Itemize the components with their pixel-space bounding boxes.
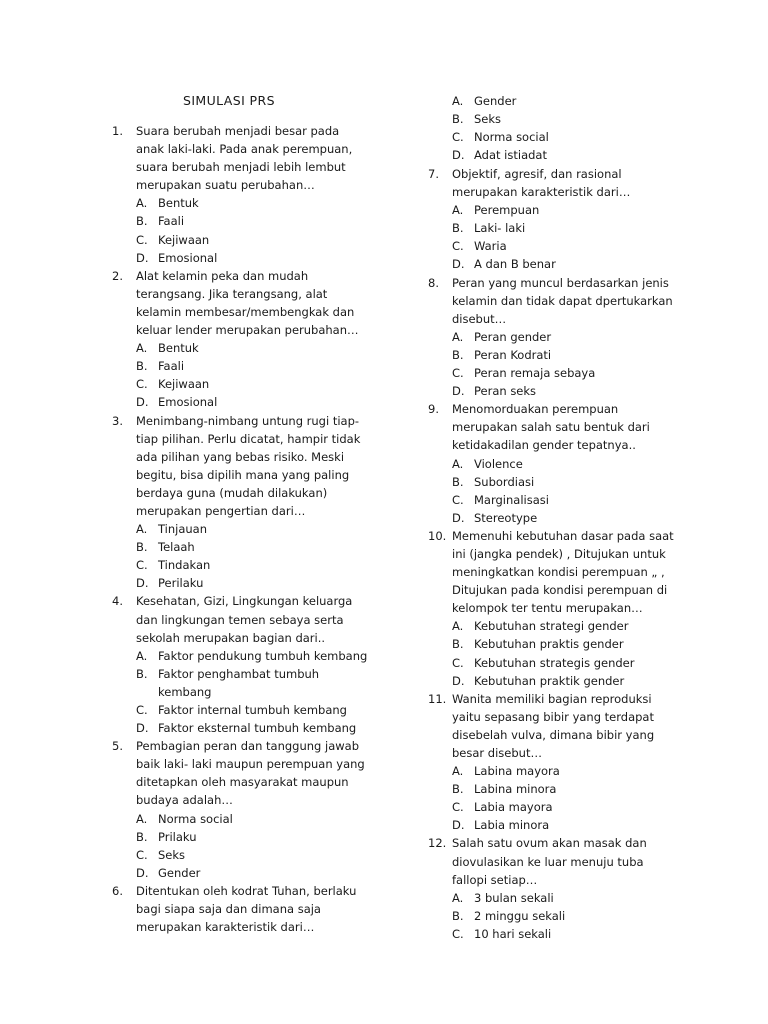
answer-option (112, 864, 370, 882)
answer-option (428, 654, 680, 672)
option-letter: D. (136, 721, 149, 736)
question-text: Kesehatan, Gizi, Lingkungan keluarga dan lingkungan temen sebaya serta sekolah merupakan bagian dari.. (136, 594, 353, 645)
option-text: Faktor penghambat tumbuh kembang (158, 666, 320, 699)
answer-option (112, 574, 370, 592)
answer-option (428, 635, 680, 653)
option-text: 2 minggu sekali (474, 908, 566, 923)
option-text: Perempuan (474, 203, 540, 218)
option-letter: A. (452, 94, 464, 108)
option-text: Gender (158, 865, 201, 880)
option-letter: D. (136, 576, 149, 591)
answer-option (112, 665, 370, 701)
document-title: SIMULASI PRS (183, 93, 275, 108)
option-letter: A. (136, 196, 148, 211)
option-text: Norma social (158, 811, 233, 826)
option-text: Waria (474, 239, 507, 254)
answer-option (428, 798, 680, 816)
option-letter: B. (136, 214, 148, 229)
question-block (428, 690, 680, 835)
option-letter: C. (136, 377, 148, 392)
option-letter: C. (452, 366, 464, 381)
answer-option (112, 828, 370, 846)
question-text: Alat kelamin peka dan mudah terangsang. Jika terangsang, alat kelamin membesar/membengkak dan keluar lender merupakan perubahan… (136, 268, 359, 338)
option-letter: D. (452, 148, 465, 163)
option-text: Violence (474, 456, 523, 471)
question-block (428, 527, 680, 690)
option-letter: C. (136, 703, 148, 717)
question-text: Menomorduakan perempuan merupakan salah satu bentuk dari ketidakadilan gender tepatnya.. (452, 402, 650, 453)
question-6-options (428, 92, 680, 164)
answer-option (428, 92, 680, 110)
right-column (428, 165, 680, 943)
question-block (428, 165, 680, 274)
option-text: Kebutuhan strategis gender (474, 655, 635, 670)
question-number: 7. (428, 167, 439, 181)
answer-option (428, 110, 680, 128)
answer-option (428, 473, 680, 491)
option-letter: C. (452, 926, 464, 941)
question (428, 274, 680, 328)
option-letter: B. (452, 637, 464, 652)
answer-option (428, 237, 680, 255)
question-number: 9. (428, 402, 439, 417)
option-text: Peran remaja sebaya (474, 366, 596, 381)
question-text: Objektif, agresif, dan rasional merupakan karakteristik dari… (452, 167, 631, 200)
question-text: Pembagian peran dan tanggung jawab baik laki- laki maupun perempuan yang ditetapkan oleh masyarakat maupun budaya adalah… (136, 739, 365, 808)
option-letter: C. (452, 800, 464, 815)
option-text: Peran Kodrati (474, 347, 552, 362)
option-letter: B. (452, 112, 464, 127)
question-number: 5. (112, 739, 123, 754)
question-text: Menimbang-nimbang untung rugi tiap-tiap pilihan. Perlu dicatat, hampir tidak ada pilihan yang bebas risiko. Meski begitu, bisa dipilih mana yang paling berdaya guna (mudah dilakukan) merupakan pengertian dari… (136, 413, 361, 518)
question-block (112, 267, 370, 412)
option-letter: B. (136, 829, 148, 844)
answer-option (112, 647, 370, 665)
option-letter: B. (452, 782, 464, 797)
answer-option (112, 846, 370, 864)
question-block (112, 412, 370, 593)
option-letter: C. (136, 558, 148, 573)
option-letter: C. (452, 239, 464, 254)
question-text: Salah satu ovum akan masak dan diovulasikan ke luar menuju tuba fallopi setiap… (452, 836, 647, 887)
option-text: Faali (158, 214, 185, 229)
option-letter: C. (452, 130, 464, 145)
option-text: A dan B benar (474, 257, 556, 272)
option-text: Gender (474, 94, 517, 108)
answer-option (428, 455, 680, 473)
answer-option (112, 810, 370, 828)
question-text: Wanita memiliki bagian reproduksi yaitu sepasang bibir yang terdapat disebelah vulva, dimana bibir yang besar disebut… (452, 691, 655, 760)
question-number: 10. (428, 528, 447, 543)
answer-option (112, 212, 370, 230)
question-number: 2. (112, 268, 123, 283)
answer-option (112, 194, 370, 212)
option-letter: D. (136, 395, 149, 410)
option-text: Kejiwaan (158, 232, 210, 247)
option-letter: A. (136, 648, 148, 663)
option-letter: C. (136, 232, 148, 247)
answer-option (428, 816, 680, 834)
option-text: Tinjauan (158, 522, 208, 537)
option-text: Emosional (158, 250, 218, 265)
option-text: Emosional (158, 395, 218, 410)
option-text: Faali (158, 359, 185, 374)
question-number: 4. (112, 594, 123, 609)
answer-option (428, 509, 680, 527)
question (428, 400, 680, 454)
question-number: 3. (112, 413, 123, 428)
question-number: 6. (112, 883, 123, 898)
answer-option (428, 780, 680, 798)
question (112, 267, 370, 339)
answer-option (112, 249, 370, 267)
answer-option (112, 520, 370, 538)
option-text: Bentuk (158, 341, 199, 356)
question-text: Memenuhi kebutuhan dasar pada saat ini (jangka pendek) , Ditujukan untuk meningkatkan kondisi perempuan „ , Ditujukan pada kondisi perempuan di kelompok ter tentu merupakan… (452, 528, 674, 616)
answer-option (428, 201, 680, 219)
option-letter: C. (136, 847, 148, 862)
question-number: 12. (428, 836, 447, 851)
option-letter: C. (452, 492, 464, 507)
option-letter: A. (136, 811, 148, 826)
option-text: Faktor eksternal tumbuh kembang (158, 721, 357, 736)
question (428, 690, 680, 762)
option-letter: A. (452, 764, 464, 779)
option-text: Prilaku (158, 829, 197, 844)
answer-option (428, 146, 680, 164)
question (112, 122, 370, 194)
option-letter: A. (452, 456, 464, 471)
question-number: 11. (428, 691, 447, 706)
option-letter: A. (452, 890, 464, 905)
answer-option (112, 393, 370, 411)
option-text: Laki- laki (474, 221, 526, 236)
answer-option (112, 339, 370, 357)
option-text: Labina mayora (474, 764, 560, 779)
option-text: 3 bulan sekali (474, 890, 554, 905)
question (428, 165, 680, 201)
option-letter: B. (136, 540, 148, 555)
option-text: Faktor internal tumbuh kembang (158, 703, 347, 717)
option-letter: D. (452, 818, 465, 833)
question-block (112, 737, 370, 882)
left-column (112, 122, 370, 936)
option-text: Perilaku (158, 576, 204, 591)
option-text: Peran seks (474, 384, 537, 399)
answer-option (428, 925, 680, 943)
question-block (112, 882, 370, 936)
option-letter: B. (452, 347, 464, 362)
question (428, 834, 680, 888)
option-letter: A. (136, 341, 148, 356)
option-letter: D. (452, 510, 465, 525)
question (428, 527, 680, 617)
answer-option (112, 719, 370, 737)
question-number: 8. (428, 275, 439, 290)
answer-option (428, 328, 680, 346)
option-text: Marginalisasi (474, 492, 549, 507)
answer-option (428, 382, 680, 400)
question (112, 592, 370, 646)
option-text: Seks (474, 112, 502, 127)
option-text: Norma social (474, 130, 549, 145)
option-text: Telaah (158, 540, 195, 555)
question (112, 882, 370, 936)
option-letter: B. (452, 221, 464, 236)
question-block (428, 274, 680, 401)
question-block (112, 122, 370, 267)
question-text: Peran yang muncul berdasarkan jenis kelamin dan tidak dapat dpertukarkan disebut… (452, 275, 673, 326)
option-letter: D. (136, 250, 149, 265)
question-block (428, 400, 680, 527)
option-text: Tindakan (158, 558, 211, 573)
option-text: Labia minora (474, 818, 550, 833)
option-text: Kebutuhan praktik gender (474, 673, 625, 688)
option-text: Peran gender (474, 329, 552, 344)
question (112, 737, 370, 809)
option-letter: D. (452, 384, 465, 399)
answer-option (428, 907, 680, 925)
answer-option (428, 255, 680, 273)
answer-option (428, 128, 680, 146)
answer-option (428, 219, 680, 237)
question-block (112, 592, 370, 737)
answer-option (428, 672, 680, 690)
option-text: Seks (158, 847, 186, 862)
option-text: Faktor pendukung tumbuh kembang (158, 648, 368, 663)
option-letter: D. (452, 673, 465, 688)
option-text: Labina minora (474, 782, 557, 797)
question-text: Ditentukan oleh kodrat Tuhan, berlaku bagi siapa saja dan dimana saja merupakan karakteristik dari… (136, 883, 357, 935)
option-letter: B. (136, 359, 148, 374)
option-letter: D. (136, 865, 149, 880)
answer-option (428, 617, 680, 635)
option-text: Stereotype (474, 510, 538, 525)
answer-option (428, 346, 680, 364)
option-letter: A. (136, 522, 148, 537)
option-text: Subordiasi (474, 474, 535, 489)
option-letter: A. (452, 619, 464, 634)
option-text: 10 hari sekali (474, 926, 552, 941)
option-text: Bentuk (158, 196, 199, 211)
answer-option (428, 491, 680, 509)
option-letter: A. (452, 203, 464, 218)
option-text: Kejiwaan (158, 377, 210, 392)
question-text: Suara berubah menjadi besar pada anak laki-laki. Pada anak perempuan, suara berubah menjadi lebih lembut merupakan suatu perubahan… (136, 124, 353, 193)
answer-option (428, 364, 680, 382)
option-letter: A. (452, 329, 464, 344)
answer-option (428, 762, 680, 780)
answer-option (112, 375, 370, 393)
option-letter: D. (452, 257, 465, 272)
answer-option (112, 556, 370, 574)
option-letter: B. (452, 908, 464, 923)
answer-option (112, 357, 370, 375)
option-text: Adat istiadat (474, 148, 547, 163)
option-text: Kebutuhan praktis gender (474, 637, 624, 652)
option-letter: B. (452, 474, 464, 489)
answer-option (112, 701, 370, 719)
answer-option (112, 538, 370, 556)
option-letter: B. (136, 666, 148, 681)
question (112, 412, 370, 521)
answer-option (428, 889, 680, 907)
answer-option (112, 231, 370, 249)
option-text: Kebutuhan strategi gender (474, 619, 629, 634)
question-number: 1. (112, 124, 123, 138)
question-block (428, 834, 680, 943)
option-text: Labia mayora (474, 800, 553, 815)
option-letter: C. (452, 655, 464, 670)
